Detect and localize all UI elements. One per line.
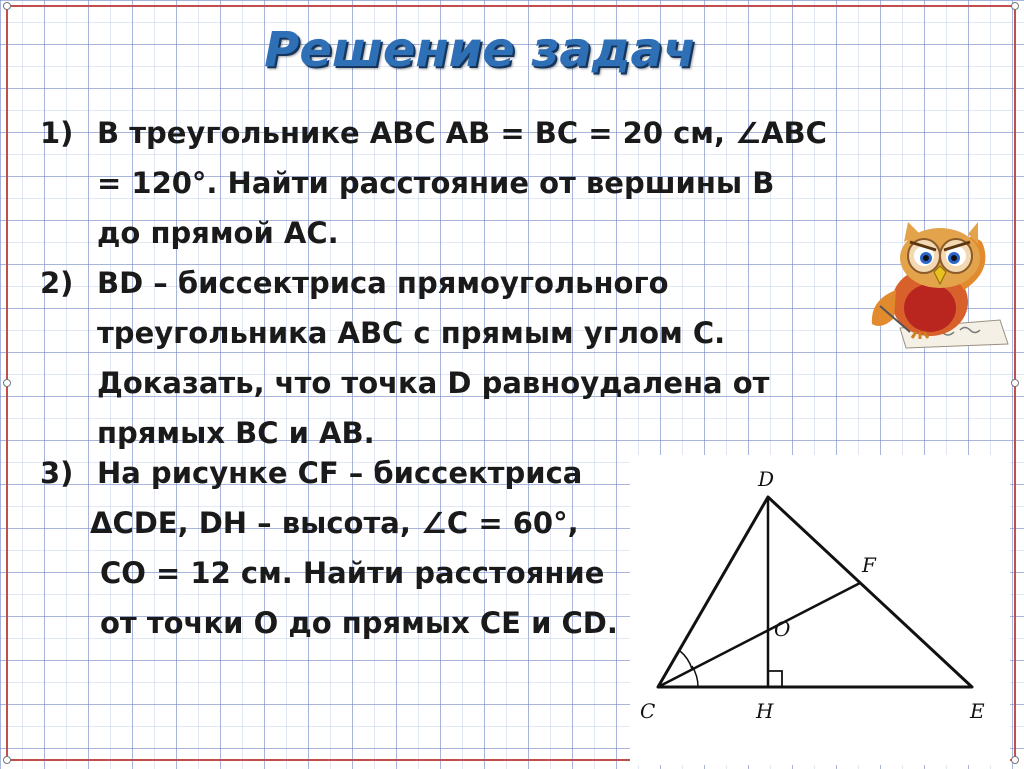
task-text-line: прямых ВС и АВ. <box>97 416 375 450</box>
slide-title: Решение задач <box>264 22 696 78</box>
task-text-line: от точки О до прямых CE и CD. <box>100 606 618 640</box>
point-label-f: F <box>862 553 876 577</box>
task-text-line: треугольника АВС с прямым углом С. <box>97 316 726 350</box>
point-label-d: D <box>758 467 775 491</box>
point-label-o: O <box>774 617 791 641</box>
task-text-line: На рисунке CF – биссектриса <box>97 456 583 490</box>
task-number: 2) <box>40 266 74 300</box>
point-label-h: H <box>756 699 774 723</box>
point-label-c: C <box>640 699 656 723</box>
geometry-figure <box>630 455 1010 765</box>
task-text-line: Доказать, что точка D равноудалена от <box>97 366 770 400</box>
task-text-line: BD – биссектриса прямоугольного <box>97 266 669 300</box>
owl-thinking-icon <box>860 220 1010 350</box>
task-number: 1) <box>40 116 74 150</box>
triangle-diagram <box>630 455 1010 765</box>
frame-handle-left-middle <box>3 379 11 387</box>
task-number: 3) <box>40 456 74 490</box>
task-text-line: CO = 12 см. Найти расстояние <box>100 556 605 590</box>
point-label-e: E <box>970 699 985 723</box>
frame-handle-bottom-left <box>3 756 11 764</box>
frame-handle-right-middle <box>1011 379 1019 387</box>
frame-handle-top-left <box>3 2 11 10</box>
task-text-line: В треугольнике АВС АВ = ВС = 20 см, ∠АВС <box>97 116 827 150</box>
frame-handle-bottom-right <box>1011 756 1019 764</box>
task-text-line: ΔCDE, DH – высота, ∠С = 60°, <box>90 506 579 540</box>
task-text-line: = 120°. Найти расстояние от вершины В <box>97 166 775 200</box>
frame-handle-top-right <box>1011 2 1019 10</box>
task-text-line: до прямой АС. <box>97 216 339 250</box>
